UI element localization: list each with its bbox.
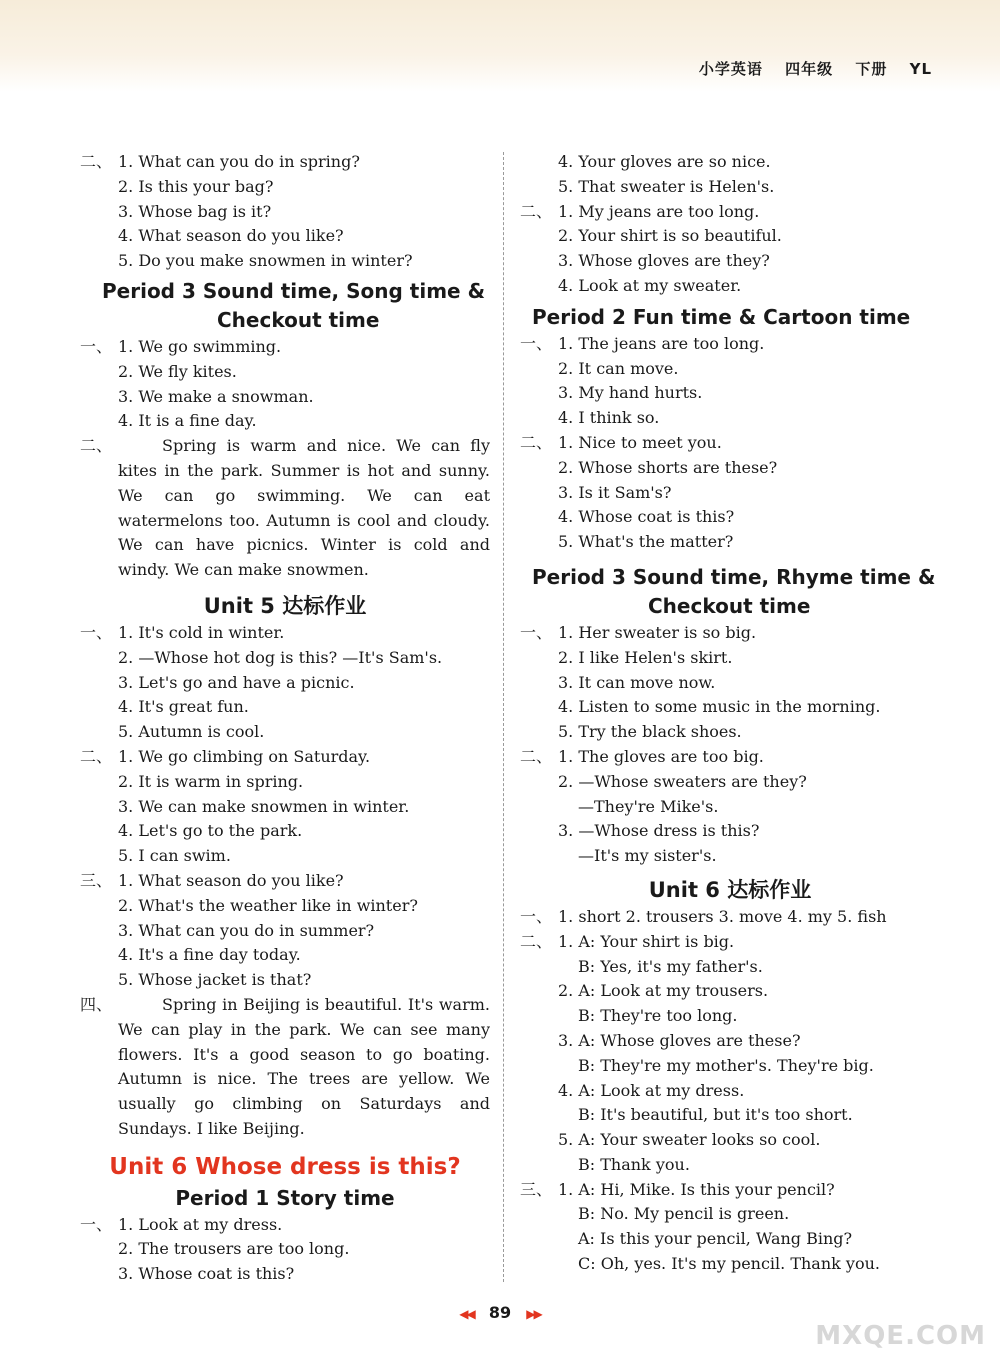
page-header [683,58,932,79]
list-item: 5. That sweater is Helen's. [558,176,775,196]
list-item: —They're Mike's. [578,796,719,816]
list-item: 3. My hand hurts. [558,383,703,403]
list-item: 5. Whose jacket is that? [118,970,312,990]
list-item: 4. Whose coat is this? [558,507,735,527]
list-item: 4. It's great fun. [118,697,249,717]
list-item: 4. Let's go to the park. [118,821,303,841]
period-heading: Period 3 Sound time, Song time & [102,278,486,303]
list-item: 4. A: Look at my dress. [558,1080,745,1100]
list-item: 一、 1. short 2. trousers 3. move 4. my 5. fish [520,906,887,926]
page-footer [0,1303,1000,1322]
list-item: 4. Look at my sweater. [558,275,742,295]
next-arrows-icon: ▶▶ [526,1307,541,1321]
period-heading: Checkout time [217,307,380,332]
header-subject: 小学英语 [698,60,763,78]
list-item: B: Yes, it's my father's. [578,956,763,976]
list-item: 4. Listen to some music in the morning. [558,697,881,717]
watermark: MXQE.COM [815,1321,986,1351]
list-item: 三、 1. A: Hi, Mike. Is this your pencil? [520,1179,835,1199]
list-item: —It's my sister's. [578,846,717,866]
list-item: 2. —Whose hot dog is this? —It's Sam's. [118,647,443,667]
list-item: 2. —Whose sweaters are they? [558,771,807,791]
list-item: 3. We make a snowman. [118,386,314,406]
list-item: B: They're too long. [578,1006,738,1026]
list-item: 3. It can move now. [558,672,716,692]
header-edition: YL [909,60,932,78]
list-item: 一、 1. Her sweater is so big. [520,622,757,642]
list-item: 2. It can move. [558,358,679,378]
list-item: 一、 1. Look at my dress. [80,1214,283,1234]
page-number: 89 [488,1303,512,1322]
list-item: 5. Do you make snowmen in winter? [118,251,413,271]
paragraph: 二、 Spring is warm and nice. We can fly kites in the park. Summer is hot and sunny. We can go swimming. We can eat watermelons too. Autumn is cool and cloudy. We can have picnics. Winter is cold and windy. We can make snowmen. [80,436,490,580]
list-item: 5. Autumn is cool. [118,722,265,742]
list-item: 3. Is it Sam's? [558,482,672,502]
right-column [520,150,940,1277]
list-item: 一、 1. We go swimming. [80,336,282,356]
list-item: 2. The trousers are too long. [118,1239,350,1259]
list-item: 2. What's the weather like in winter? [118,895,418,915]
list-item: 3. Whose coat is this? [118,1264,295,1284]
list-item: 3. —Whose dress is this? [558,821,760,841]
list-item: 3. Let's go and have a picnic. [118,672,355,692]
list-item: 2. Whose shorts are these? [558,457,778,477]
list-item: 一、 1. The jeans are too long. [520,333,765,353]
header-grade: 四年级 [785,60,834,78]
list-item: B: They're my mother's. They're big. [578,1055,874,1075]
period-heading: Period 3 Sound time, Rhyme time & [532,564,936,589]
list-item: 2. I like Helen's skirt. [558,647,733,667]
list-item: 2. It is warm in spring. [118,771,304,791]
period-heading: Checkout time [648,593,811,618]
list-item: 3. What can you do in summer? [118,920,375,940]
list-item: 2. We fly kites. [118,361,237,381]
period-heading: Period 1 Story time [175,1185,395,1210]
list-item: 2. A: Look at my trousers. [558,981,769,1001]
list-item: 一、 1. It's cold in winter. [80,622,285,642]
list-item: A: Is this your pencil, Wang Bing? [578,1229,853,1249]
left-column [80,150,490,1287]
paragraph: 四、 Spring in Beijing is beautiful. It's warm. We can play in the park. We can see many flowers. It's a good season to go boating. Autumn is nice. The trees are yellow. We usually go climbing on Saturdays and Sundays. I like Beijing. [80,994,490,1138]
list-item: 二、 1. The gloves are too big. [520,746,764,766]
list-item: 3. A: Whose gloves are these? [558,1030,801,1050]
list-item: 4. It is a fine day. [118,411,257,431]
list-item: 4. I think so. [558,408,660,428]
unit-title: Unit 6 Whose dress is this? [109,1153,461,1180]
list-item: C: Oh, yes. It's my pencil. Thank you. [578,1254,880,1274]
column-divider [503,152,504,1282]
list-item: B: It's beautiful, but it's too short. [578,1105,853,1125]
header-volume: 下册 [855,60,888,78]
unit-heading: Unit 6 达标作业 [648,877,812,902]
list-item: 5. Try the black shoes. [558,722,742,742]
list-item: 4. Your gloves are so nice. [558,152,771,171]
list-item: 二、 1. A: Your shirt is big. [520,931,735,951]
list-item: 3. Whose gloves are they? [558,251,770,271]
list-item: 二、 1. What can you do in spring? [80,152,360,171]
list-item: B: Thank you. [578,1154,690,1174]
list-item: 2. Your shirt is so beautiful. [558,226,782,246]
list-item: 二、 1. My jeans are too long. [520,201,760,221]
list-item: 4. What season do you like? [118,226,344,246]
list-item: 3. Whose bag is it? [118,201,272,221]
list-item: 5. I can swim. [118,846,231,866]
prev-arrows-icon: ◀◀ [459,1307,474,1321]
period-heading: Period 2 Fun time & Cartoon time [532,304,911,329]
list-item: 2. Is this your bag? [118,176,274,196]
unit-heading: Unit 5 达标作业 [203,593,367,618]
list-item: B: No. My pencil is green. [578,1204,790,1224]
list-item: 二、 1. Nice to meet you. [520,432,722,452]
list-item: 5. What's the matter? [558,532,734,552]
list-item: 3. We can make snowmen in winter. [118,796,410,816]
list-item: 三、 1. What season do you like? [80,870,344,890]
list-item: 4. It's a fine day today. [118,945,301,965]
list-item: 二、 1. We go climbing on Saturday. [80,746,371,766]
list-item: 5. A: Your sweater looks so cool. [558,1130,821,1150]
